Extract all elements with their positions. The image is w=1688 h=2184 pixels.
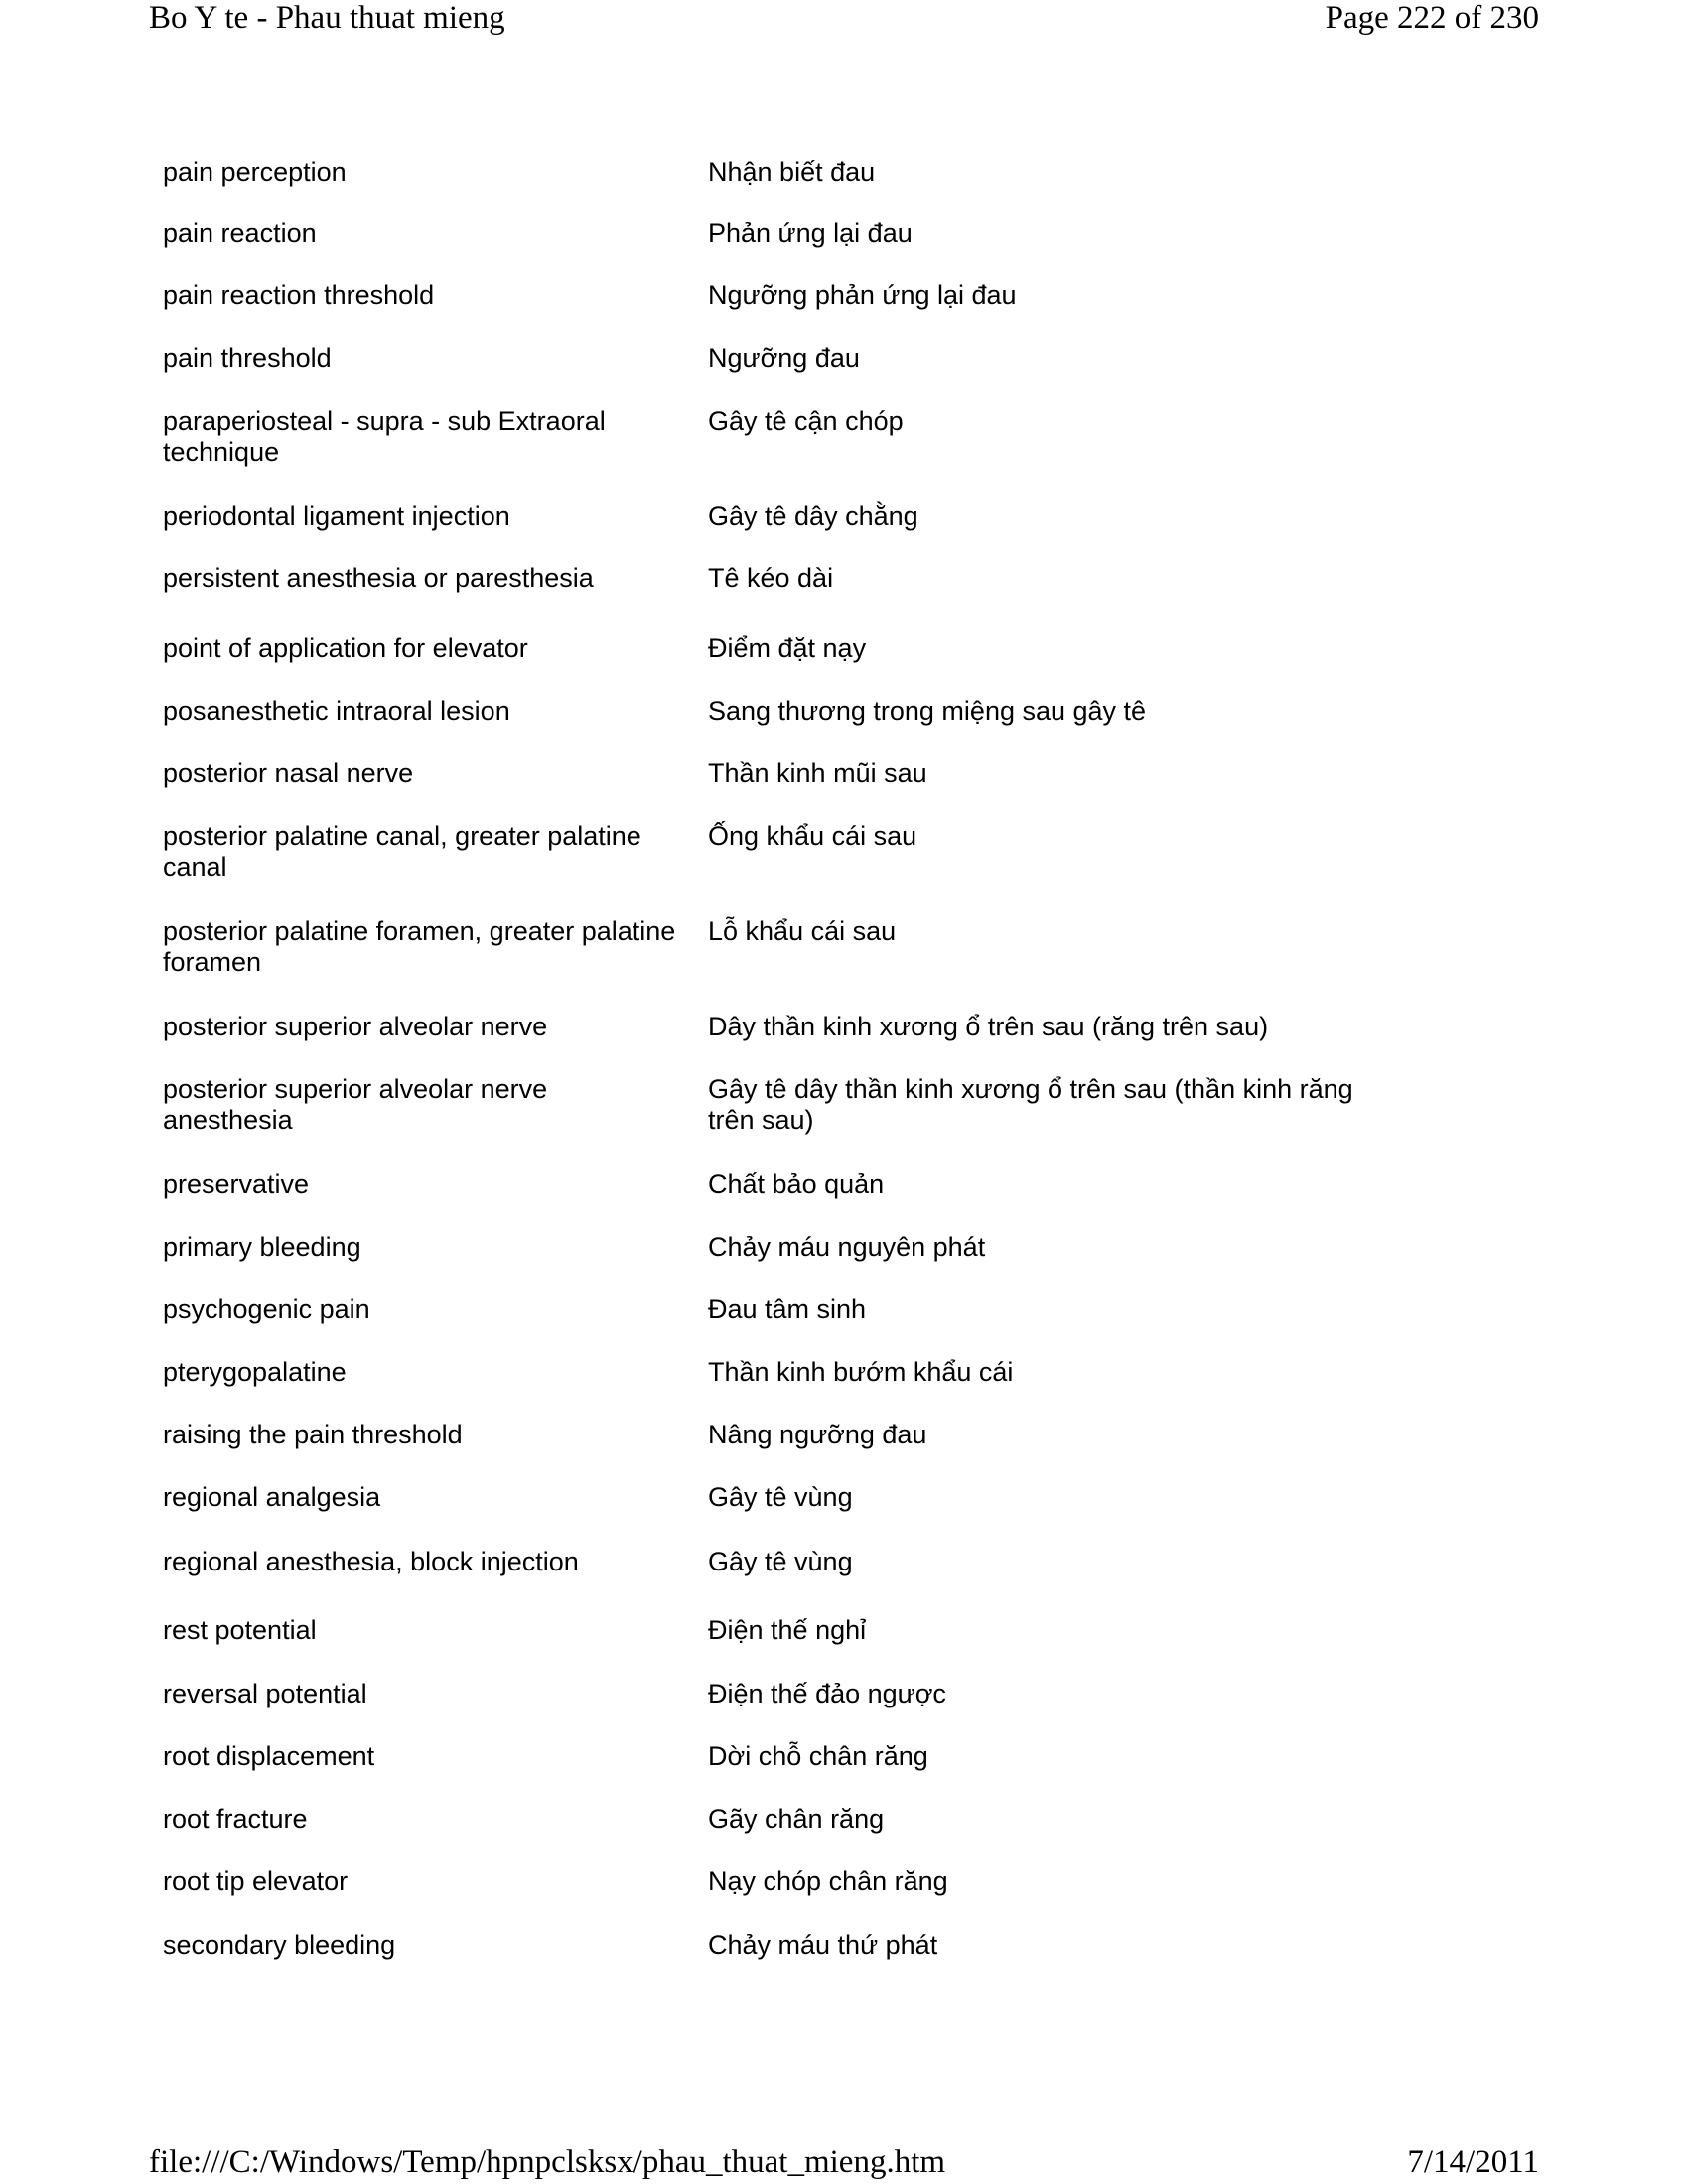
glossary-term: rest potential <box>163 1615 317 1645</box>
page-header <box>149 0 1539 37</box>
glossary-term: pain threshold <box>163 343 332 373</box>
glossary-term: posterior palatine foramen, greater palatine foramen <box>163 916 676 977</box>
glossary-term: reversal potential <box>163 1679 367 1708</box>
glossary-term: posterior superior alveolar nerve anesthesia <box>163 1074 548 1135</box>
glossary-term: root tip elevator <box>163 1866 349 1896</box>
glossary-term: primary bleeding <box>163 1232 361 1262</box>
glossary-definition: Điện thế đảo ngược <box>708 1679 946 1708</box>
glossary-definition: Chảy máu nguyên phát <box>708 1232 986 1262</box>
glossary-definition: Gây tê cận chóp <box>708 406 904 436</box>
glossary-definition: Điểm đặt nạy <box>708 633 867 663</box>
glossary-definition: Gây tê vùng <box>708 1482 853 1512</box>
page-footer <box>149 2144 1539 2181</box>
glossary-definition: Thần kinh mũi sau <box>708 758 927 788</box>
glossary-definition: Gãy chân răng <box>708 1804 885 1834</box>
glossary-term: posterior nasal nerve <box>163 758 414 788</box>
glossary-definition: Chất bảo quản <box>708 1169 885 1199</box>
glossary-term: pain reaction threshold <box>163 280 435 310</box>
glossary-definition: Thần kinh bướm khẩu cái <box>708 1357 1014 1387</box>
file-path: file:///C:/Windows/Temp/hpnpclsksx/phau_thuat_mieng.htm <box>149 2144 946 2180</box>
glossary-term: preservative <box>163 1169 310 1199</box>
glossary-definition: Gây tê dây thần kinh xương ổ trên sau (thần kinh răng trên sau) <box>708 1074 1353 1135</box>
glossary-term: posterior palatine canal, greater palatine canal <box>163 821 641 882</box>
glossary-term: point of application for elevator <box>163 633 528 663</box>
glossary-term: posanesthetic intraoral lesion <box>163 696 510 726</box>
glossary-term: pain reaction <box>163 218 317 248</box>
document-title: Bo Y te - Phau thuat mieng <box>149 0 505 36</box>
glossary-definition: Phản ứng lại đau <box>708 218 913 248</box>
glossary-definition: Nhận biết đau <box>708 157 876 187</box>
glossary-definition: Chảy máu thứ phát <box>708 1930 938 1960</box>
glossary-term: periodontal ligament injection <box>163 501 510 531</box>
glossary-term: pain perception <box>163 157 347 187</box>
glossary-definition: Đau tâm sinh <box>708 1295 867 1324</box>
glossary-term: regional anesthesia, block injection <box>163 1547 579 1576</box>
glossary-definition: Nâng ngưỡng đau <box>708 1420 927 1449</box>
glossary-definition: Ống khẩu cái sau <box>708 821 917 851</box>
glossary-definition: Ngưỡng đau <box>708 343 860 373</box>
glossary-term: pterygopalatine <box>163 1357 347 1387</box>
glossary-definition: Nạy chóp chân răng <box>708 1866 948 1896</box>
glossary-definition: Lỗ khẩu cái sau <box>708 916 897 946</box>
glossary-definition: Tê kéo dài <box>708 563 834 593</box>
glossary-definition: Gây tê dây chằng <box>708 501 918 531</box>
glossary-term: secondary bleeding <box>163 1930 396 1960</box>
glossary-definition: Sang thương trong miệng sau gây tê <box>708 696 1147 726</box>
glossary-definition: Gây tê vùng <box>708 1547 853 1576</box>
glossary-definition: Ngưỡng phản ứng lại đau <box>708 280 1017 310</box>
page-number: Page 222 of 230 <box>1325 0 1539 36</box>
glossary-term: persistent anesthesia or paresthesia <box>163 563 594 593</box>
glossary-term: root displacement <box>163 1741 375 1771</box>
glossary-term: posterior superior alveolar nerve <box>163 1012 548 1041</box>
glossary-term: raising the pain threshold <box>163 1420 463 1449</box>
glossary-definition: Điện thế nghỉ <box>708 1615 867 1645</box>
glossary-term: root fracture <box>163 1804 308 1834</box>
glossary-definition: Dời chỗ chân răng <box>708 1741 928 1771</box>
glossary-term: regional analgesia <box>163 1482 381 1512</box>
glossary-term: psychogenic pain <box>163 1295 370 1324</box>
glossary-definition: Dây thần kinh xương ổ trên sau (răng trên sau) <box>708 1012 1269 1041</box>
glossary-term: paraperiosteal - supra - sub Extraoral technique <box>163 406 606 467</box>
print-date: 7/14/2011 <box>1407 2144 1539 2180</box>
